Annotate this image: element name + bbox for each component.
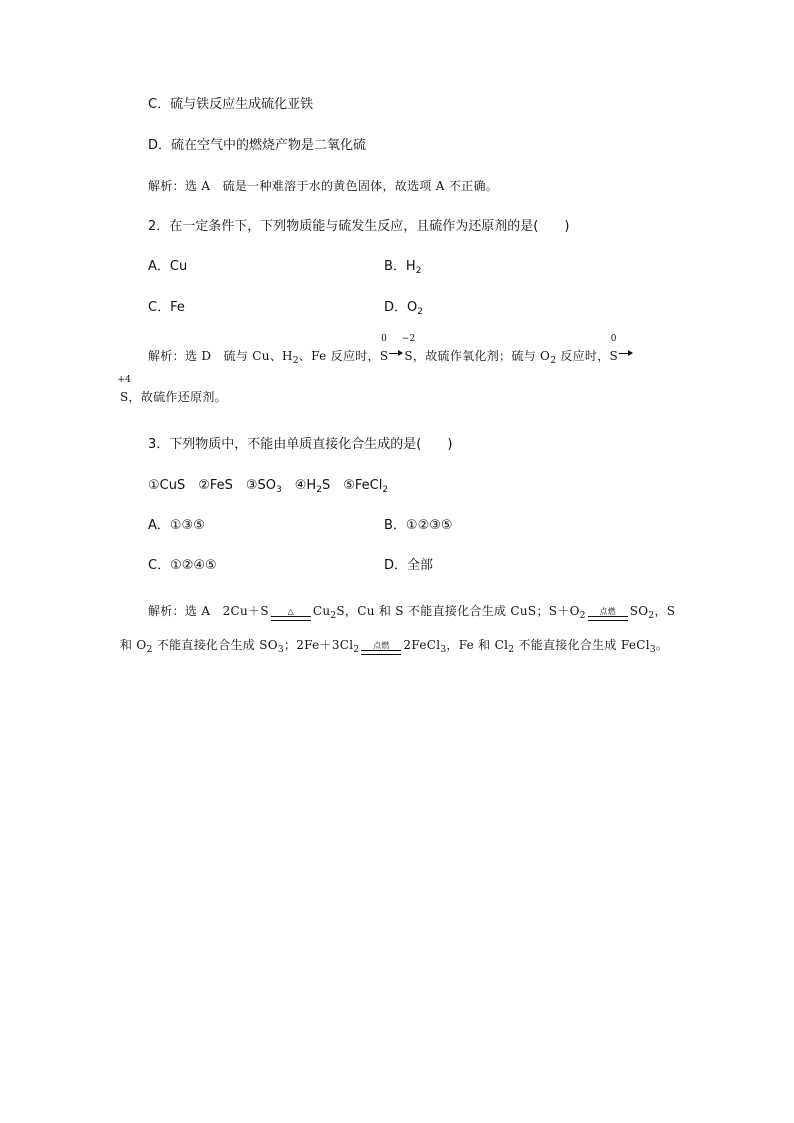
sulfur-ox-0-b: 0 S xyxy=(609,334,619,363)
q2-option-a: A．Cu xyxy=(148,259,188,274)
q2-option-c: C．Fe xyxy=(148,300,185,315)
option-c-line: C．硫与铁反应生成硫化亚铁 xyxy=(148,97,314,112)
q2-option-b: B．$H_2$ xyxy=(384,259,422,276)
q3-option-a: A．①③⑤ xyxy=(148,518,205,533)
q2-analysis-line-2: +4 S，故硫作还原剂。 xyxy=(117,375,227,404)
question-3-stem: 3．下列物质中，不能由单质直接化合生成的是( ) xyxy=(148,437,453,452)
q3-option-b: B．①②③⑤ xyxy=(384,518,453,533)
ignite-condition: 点燃 xyxy=(588,607,628,621)
q3-analysis-line-2: 和 $O_2$ 不能直接化合生成 $SO_3$；$2Fe+3Cl_2$ 点燃 2FeCl$_3$，Fe 和 $Cl_2$ 不能直接化合生成 FeCl$_3$。 xyxy=(120,638,669,655)
arrow-icon xyxy=(619,350,633,358)
q2-analysis-line-1: 解析：选 D 硫与 Cu、$H_2$、Fe 反应时， 0 S −2 S，故硫作氧化剂；硫与 $O_2$ 反应时， 0 S xyxy=(148,348,634,364)
q3-items: ①CuS ②FeS $③SO_3$ $④H_2S$ ⑤FeCl$_2$ xyxy=(148,478,389,495)
q3-option-c: C．①②④⑤ xyxy=(148,558,217,573)
sulfur-ox-minus2: −2 S xyxy=(401,334,416,363)
ignite-condition: 点燃 xyxy=(361,641,401,655)
option-d-line: D．硫在空气中的燃烧产物是二氧化硫 xyxy=(148,138,367,153)
analysis-1: 解析：选 A 硫是一种难溶于水的黄色固体，故选项 A 不正确。 xyxy=(148,179,499,193)
sulfur-ox-0: 0 S xyxy=(379,334,389,363)
heat-condition: △ xyxy=(271,607,311,621)
q3-option-d: D．全部 xyxy=(384,558,434,573)
arrow-icon xyxy=(389,350,403,358)
sulfur-ox-plus4: +4 S xyxy=(117,375,132,404)
question-2-stem: 2．在一定条件下，下列物质能与硫发生反应，且硫作为还原剂的是( ) xyxy=(148,219,570,234)
q3-analysis-line-1: 解析：选 A 2Cu＋S △ $Cu_2S$，Cu 和 S 不能直接化合生成 CuS；$S+O_2$ 点燃 $SO_2$，S xyxy=(148,604,676,621)
q2-option-d: D．$O_2$ xyxy=(384,300,423,317)
